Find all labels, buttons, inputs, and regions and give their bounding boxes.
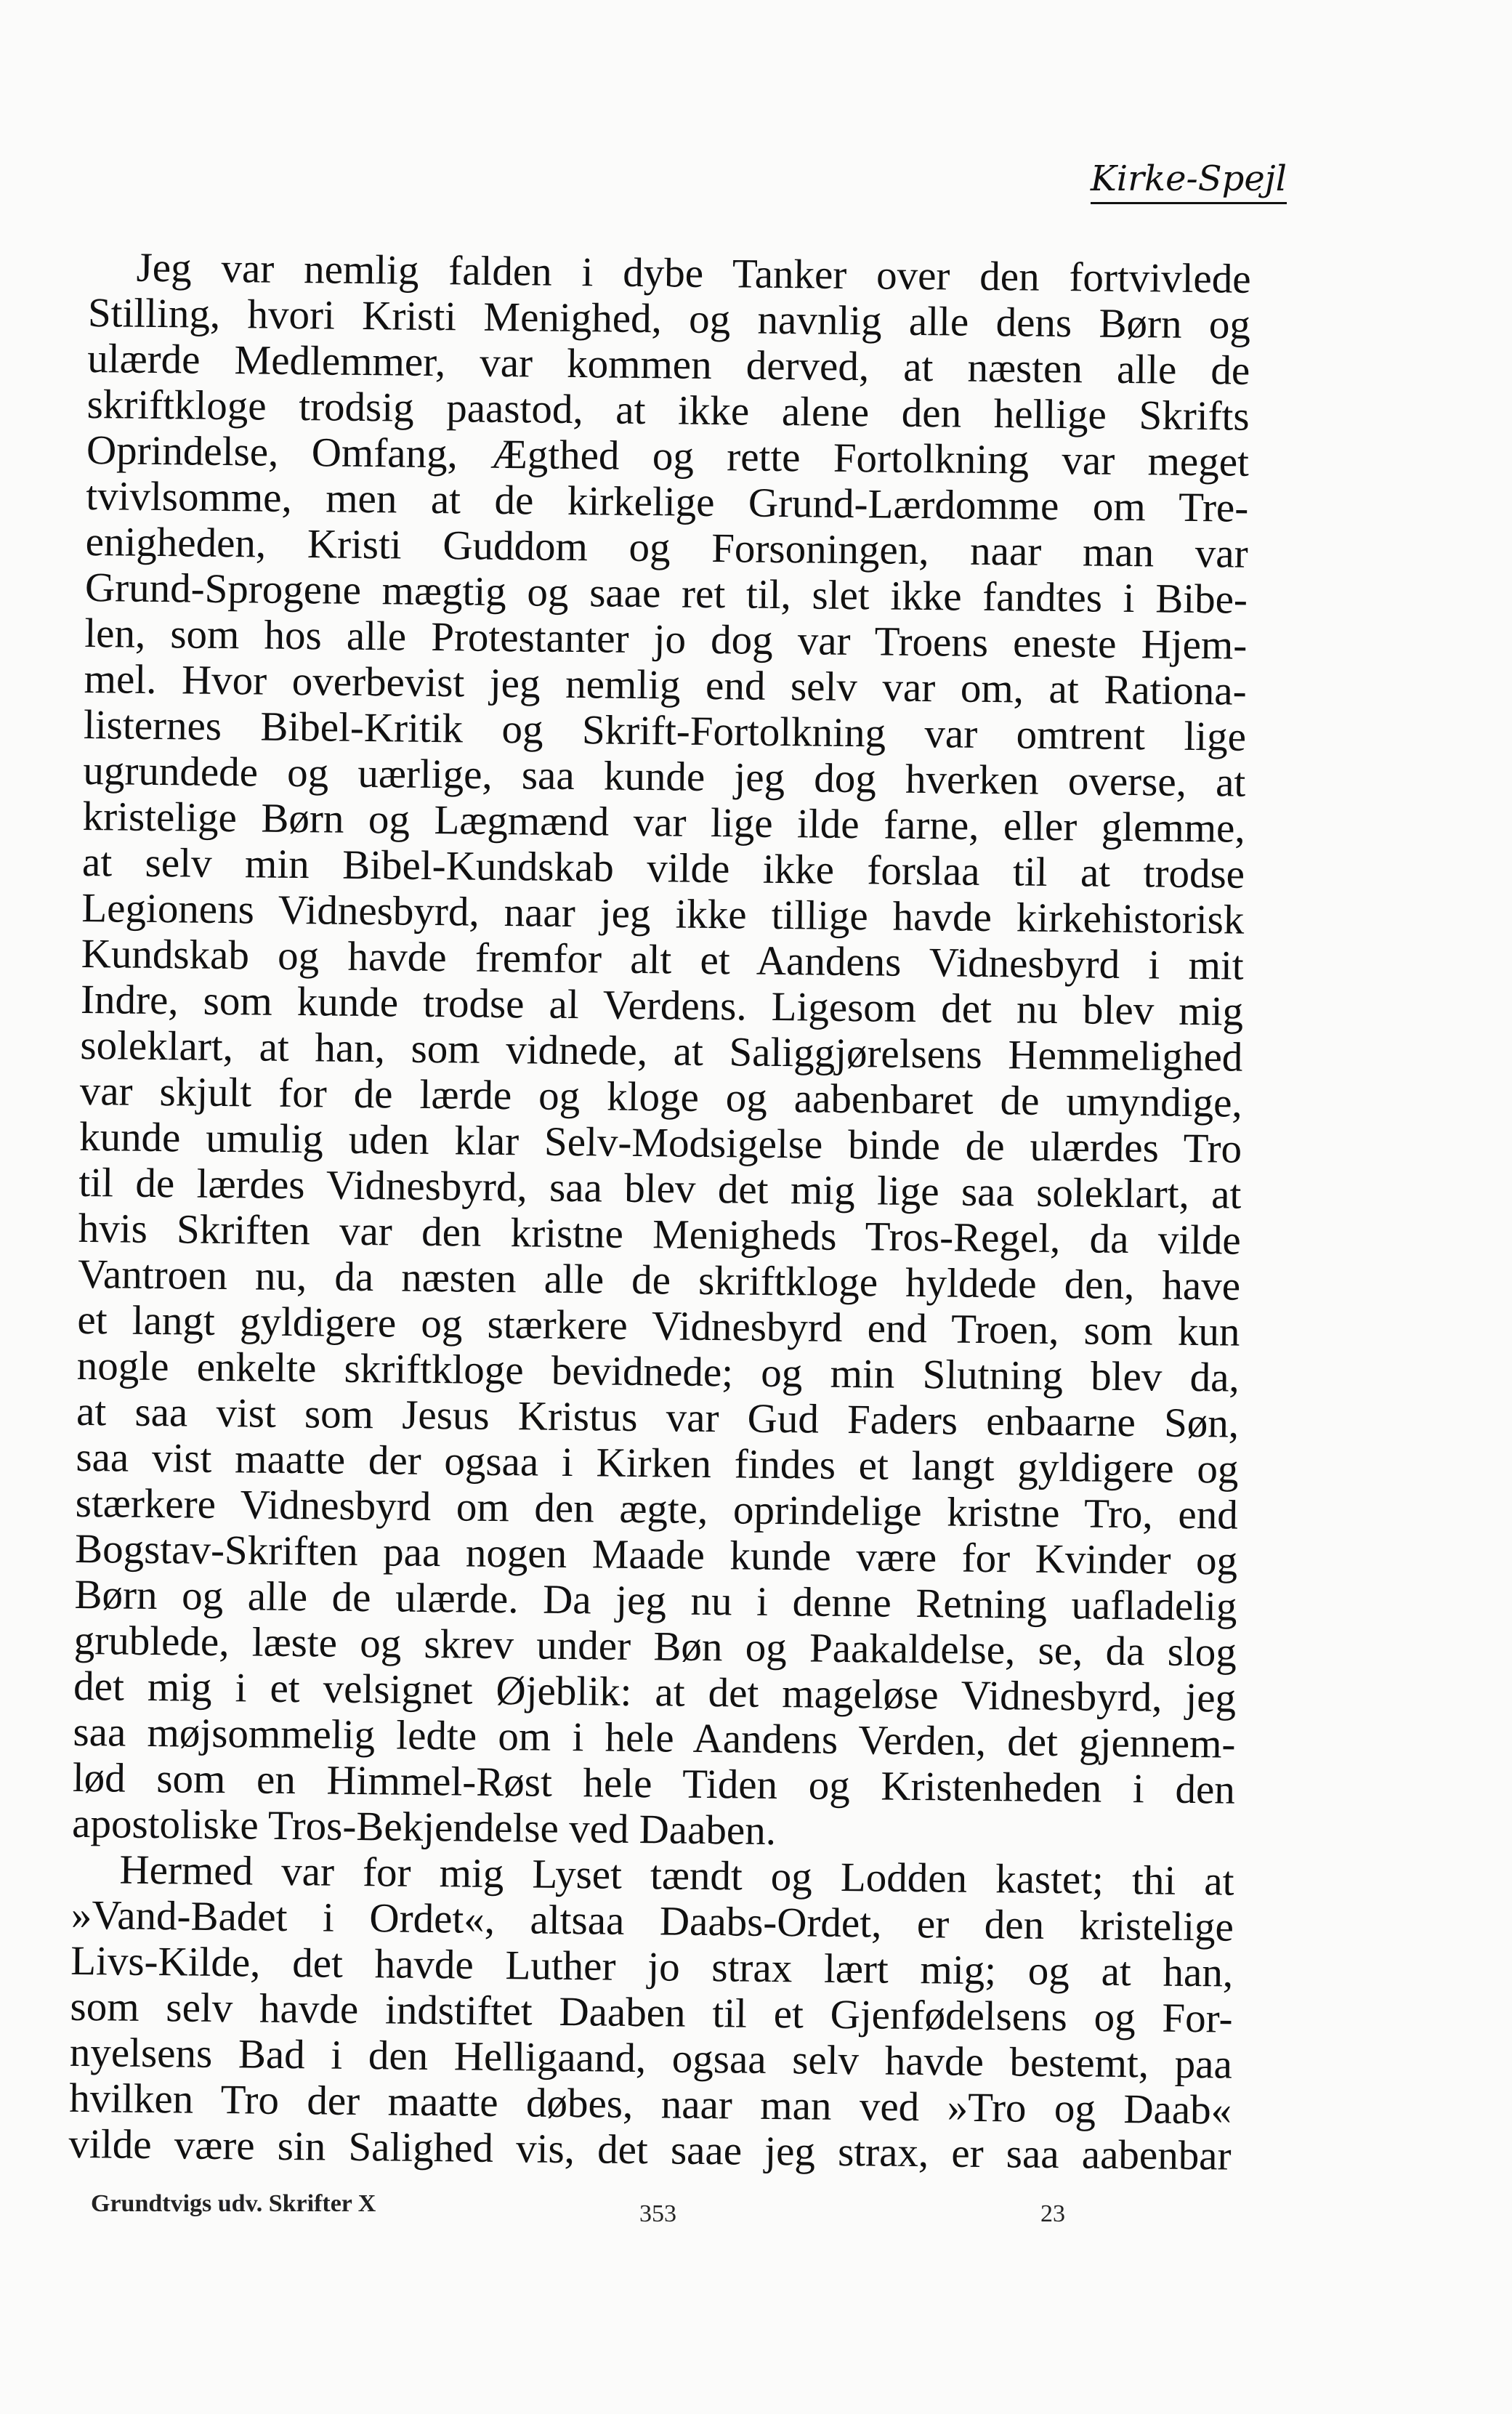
text-line: hvis Skriften var den kristne Menigheds Tros-Regel, da vilde	[78, 1205, 1242, 1264]
text-line: nogle enkelte skriftkloge bevidnede; og min Slutning blev da,	[76, 1342, 1240, 1401]
text-line: til de lærdes Vidnesbyrd, saa blev det mig lige saa soleklart, at	[78, 1159, 1242, 1218]
text-line: Vantroen nu, da næsten alle de skriftkloge hyldede den, have	[77, 1251, 1241, 1309]
text-line: lød som en Himmel-Røst hele Tiden og Kristenheden i den	[72, 1754, 1236, 1813]
text-line: kristelige Børn og Lægmænd var lige ilde farne, eller glemme,	[82, 793, 1245, 852]
text-line: saa møjsommelig ledte om i hele Aandens Verden, det gjennem-	[73, 1708, 1236, 1767]
text-line: Legionens Vidnesbyrd, naar jeg ikke tillige havde kirkehistorisk	[81, 884, 1245, 943]
text-line: Oprindelse, Omfang, Ægthed og rette Fortolkning var meget	[86, 427, 1250, 485]
text-line: Børn og alle de ulærde. Da jeg nu i denne Retning uafladelig	[74, 1571, 1237, 1630]
text-line: Grund-Sprogene mægtig og saae ret til, slet ikke fandtes i Bibe-	[84, 564, 1248, 623]
text-line: len, som hos alle Protestanter jo dog var Troens eneste Hjem-	[84, 610, 1248, 669]
text-line: Hermed var for mig Lyset tændt og Lodden kastet; thi at	[119, 1846, 1234, 1905]
text-line: grublede, læste og skrev under Bøn og Paakaldelse, se, da slog	[73, 1617, 1237, 1676]
text-line: et langt gyldigere og stærkere Vidnesbyrd end Troen, som kun	[77, 1296, 1240, 1355]
text-line: saa vist maatte der ogsaa i Kirken findes et langt gyldigere og	[76, 1434, 1239, 1493]
text-line: mel. Hvor overbevist jeg nemlig end selv var om, at Rationa-	[84, 655, 1247, 714]
text-line: kunde umulig uden klar Selv-Modsigelse binde de ulærdes Tro	[78, 1113, 1242, 1172]
text-line: Bogstav-Skriften paa nogen Maade kunde være for Kvinder og	[74, 1525, 1238, 1584]
text-line: »Vand-Badet i Ordet«, altsaa Daabs-Ordet, er den kristelige	[70, 1892, 1234, 1950]
series-title: Grundtvigs udv. Skrifter X	[91, 2190, 376, 2217]
text-line: var skjult for de lærde og kloge og aabenbaret de umyndige,	[79, 1067, 1243, 1126]
text-line: ugrundede og uærlige, saa kunde jeg dog hverken overse, at	[83, 747, 1246, 806]
text-line: ulærde Medlemmer, var kommen derved, at næsten alle de	[87, 335, 1250, 394]
text-line: tvivlsomme, men at de kirkelige Grund-Lærdomme om Tre-	[86, 472, 1249, 531]
text-line: Stilling, hvori Kristi Menighed, og navnlig alle dens Børn og	[87, 289, 1251, 348]
text-line: at saa vist som Jesus Kristus var Gud Faders enbaarne Søn,	[76, 1388, 1240, 1447]
text-line: hvilken Tro der maatte døbes, naar man ved »Tro og Daab«	[68, 2075, 1232, 2134]
text-line: Kundskab og havde fremfor alt et Aandens Vidnesbyrd i mit	[81, 930, 1245, 989]
text-line: det mig i et velsignet Øjeblik: at det mageløse Vidnesbyrd, jeg	[73, 1663, 1237, 1721]
text-line: at selv min Bibel-Kundskab vilde ikke forslaa til at trodse	[81, 839, 1245, 897]
text-line: soleklart, at han, som vidnede, at Saliggjørelsens Hemmelighed	[80, 1022, 1243, 1081]
text-line: skriftkloge trodsig paastod, at ikke alene den hellige Skrifts	[86, 381, 1250, 440]
running-head: Kirke-Spejl	[1091, 158, 1287, 204]
text-line: som selv havde indstiftet Daaben til et Gjenfødelsens og For-	[70, 1983, 1233, 2042]
text-line: listernes Bibel-Kritik og Skrift-Fortolkning var omtrent lige	[83, 701, 1247, 760]
body-text	[68, 244, 1251, 2179]
text-line: nyelsens Bad i den Helligaand, ogsaa selv havde bestemt, paa	[69, 2029, 1233, 2088]
text-line: apostoliske Tros-Bekjendelse ved Daaben.	[71, 1800, 777, 1854]
text-line: Jeg var nemlig falden i dybe Tanker over den fortvivlede	[136, 244, 1251, 302]
signature-mark: 23	[1040, 2200, 1065, 2227]
text-line: vilde være sin Salighed vis, det saae jeg strax, er saa aabenbar	[68, 2120, 1232, 2179]
text-line: enigheden, Kristi Guddom og Forsoningen, naar man var	[85, 518, 1248, 577]
page-number: 353	[639, 2200, 676, 2227]
text-line: Livs-Kilde, det havde Luther jo strax lært mig; og at han,	[70, 1937, 1234, 1996]
text-line: stærkere Vidnesbyrd om den ægte, oprindelige kristne Tro, end	[75, 1480, 1239, 1538]
text-line: Indre, som kunde trodse al Verdens. Ligesom det nu blev mig	[80, 976, 1244, 1035]
